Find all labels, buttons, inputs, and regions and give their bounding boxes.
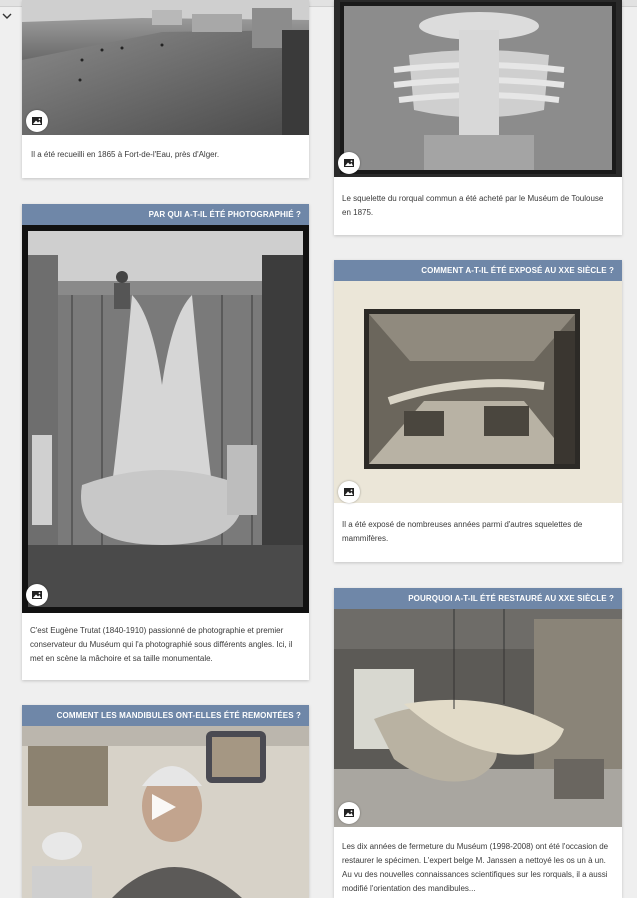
card-header: POURQUOI A-T-IL ÉTÉ RESTAURÉ AU XXE SIÈCLE ? xyxy=(334,588,622,609)
card-caption: Les dix années de fermeture du Muséum (1998-2008) ont été l'occasion de restaurer le spécimen. L'expert belge M. Janssen a nettoyé les os un à un. Au vu des nouvelles connaissances scientifiques sur les rorquals, il a aussi modifié l'orientation des mandibules... xyxy=(342,842,609,893)
image-icon[interactable] xyxy=(26,584,48,606)
card-origin xyxy=(22,0,309,178)
card-mandibles xyxy=(22,705,309,898)
gallery-photo[interactable] xyxy=(334,281,622,503)
card-header: PAR QUI A-T-IL ÉTÉ PHOTOGRAPHIÉ ? xyxy=(22,204,309,225)
card-caption: Il a été exposé de nombreuses années parmi d'autres squelettes de mammifères. xyxy=(342,520,583,543)
image-icon[interactable] xyxy=(338,802,360,824)
card-caption: Il a été recueilli en 1865 à Fort-de-l'Eau, près d'Alger. xyxy=(31,150,220,159)
image-icon[interactable] xyxy=(338,481,360,503)
beach-photo[interactable] xyxy=(22,0,309,135)
image-icon[interactable] xyxy=(26,110,48,132)
jaw-photo[interactable] xyxy=(22,225,309,613)
card-caption: Le squelette du rorqual commun a été acheté par le Muséum de Toulouse en 1875. xyxy=(342,194,604,217)
image-icon[interactable] xyxy=(338,152,360,174)
card-restoration xyxy=(334,588,622,898)
play-icon[interactable] xyxy=(146,790,180,824)
card-header: COMMENT LES MANDIBULES ONT-ELLES ÉTÉ REMONTÉES ? xyxy=(22,705,309,726)
chevron-down-icon[interactable] xyxy=(1,10,13,22)
card-purchase xyxy=(334,0,622,235)
vertebrae-photo[interactable] xyxy=(334,0,622,177)
card-photographer xyxy=(22,204,309,680)
card-header: COMMENT A-T-IL ÉTÉ EXPOSÉ AU XXE SIÈCLE ? xyxy=(334,260,622,281)
card-exhibition xyxy=(334,260,622,562)
workshop-photo[interactable] xyxy=(334,609,622,827)
card-caption: C'est Eugène Trutat (1840-1910) passionné de photographie et premier conservateur du Muséum qui l'a photographié sous différents angles. Ici, il met en scène la mâchoire et sa taille monumentale. xyxy=(30,626,293,663)
